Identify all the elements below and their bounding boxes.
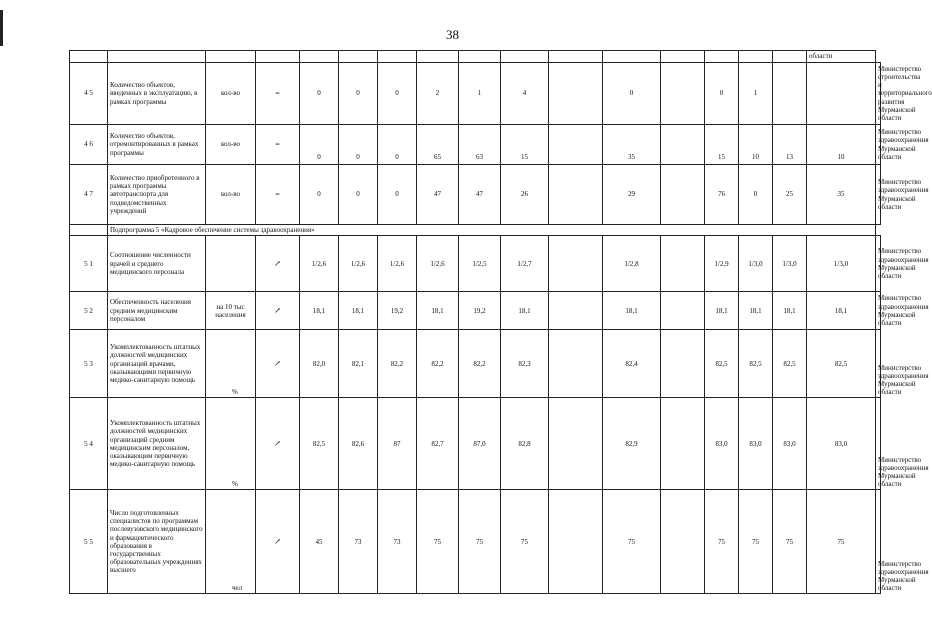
value-cell: 1/2,6 [417, 236, 459, 292]
value-cell: 35 [603, 125, 661, 165]
value-cell: 18,1 [705, 292, 739, 330]
responsible-cell: области [807, 51, 876, 63]
indicator-name: Количество объектов, введенных в эксплуатацию, в рамках программы [108, 63, 206, 125]
indicator-name: Соотношение численности врачей и среднего медицинского персонала [108, 236, 206, 292]
row-number: 5 3 [70, 330, 108, 398]
unit-cell: % [206, 398, 256, 490]
value-cell: 0 [300, 125, 339, 165]
unit-cell: чел [206, 490, 256, 594]
value-cell [807, 63, 876, 125]
empty-cell [70, 51, 108, 63]
value-cell: 75 [459, 490, 501, 594]
direction-cell: ↗ [256, 398, 300, 490]
direction-cell: = [256, 63, 300, 125]
value-cell: 35 [807, 165, 876, 225]
direction-cell: ↗ [256, 236, 300, 292]
value-cell [661, 165, 705, 225]
value-cell: 82,4 [603, 330, 661, 398]
value-cell: 10 [807, 125, 876, 165]
value-cell: 0 [339, 125, 378, 165]
value-cell: 19,2 [459, 292, 501, 330]
empty-cell [501, 51, 549, 63]
value-cell [661, 398, 705, 490]
value-cell: 82,2 [417, 330, 459, 398]
value-cell: 82,3 [501, 330, 549, 398]
row-number: 5 2 [70, 292, 108, 330]
unit-cell: % [206, 330, 256, 398]
table-row [70, 125, 881, 165]
empty-cell [378, 51, 417, 63]
section-header-row [70, 225, 881, 236]
value-cell: 63 [459, 125, 501, 165]
value-cell: 75 [501, 490, 549, 594]
indicator-name: Количество объектов, отремонтированных в рамках программы [108, 125, 206, 165]
value-cell: 82,7 [417, 398, 459, 490]
empty-cell [256, 51, 300, 63]
value-cell: 1/2,5 [459, 236, 501, 292]
value-cell: 1/2,8 [603, 236, 661, 292]
indicator-name: Укомплектованность штатных должностей медицинских организаций средним медицинским персоналом, оказывающим первичную медико-санитарную помощь [108, 398, 206, 490]
value-cell [549, 292, 603, 330]
value-cell [661, 292, 705, 330]
unit-cell: на 10 тыс населения [206, 292, 256, 330]
value-cell [661, 236, 705, 292]
value-cell: 75 [773, 490, 807, 594]
row-number: 4 6 [70, 125, 108, 165]
value-cell: 15 [501, 125, 549, 165]
indicators-table [69, 50, 932, 594]
value-cell [549, 165, 603, 225]
value-cell: 0 [603, 63, 661, 125]
value-cell [773, 63, 807, 125]
value-cell: 83,0 [807, 398, 876, 490]
empty-cell [705, 51, 739, 63]
direction-cell: ↗ [256, 292, 300, 330]
value-cell: 18,1 [807, 292, 876, 330]
value-cell: 0 [300, 165, 339, 225]
value-cell: 18,1 [603, 292, 661, 330]
empty-cell [206, 51, 256, 63]
value-cell: 4 [501, 63, 549, 125]
value-cell: 10 [739, 125, 773, 165]
unit-cell: кол-во [206, 125, 256, 165]
value-cell: 76 [705, 165, 739, 225]
value-cell: 82,2 [378, 330, 417, 398]
value-cell: 82,0 [300, 330, 339, 398]
value-cell [549, 398, 603, 490]
empty-cell [70, 225, 108, 236]
value-cell: 1/2,9 [705, 236, 739, 292]
responsible-cell: Министерство здравоохранения Мурманской области [876, 330, 881, 398]
value-cell: 26 [501, 165, 549, 225]
table-row [70, 236, 881, 292]
value-cell [661, 490, 705, 594]
value-cell: 0 [339, 63, 378, 125]
row-number: 5 4 [70, 398, 108, 490]
indicator-name: Число подготовленных специалистов по программам послевузовского медицинского и фармацевтического образования в государственных образовательных учреждениях высшего [108, 490, 206, 594]
responsible-cell: Министерство здравоохранения Мурманской области [876, 398, 881, 490]
value-cell: 82,5 [739, 330, 773, 398]
direction-cell: ↗ [256, 490, 300, 594]
value-cell: 1/2,6 [300, 236, 339, 292]
row-number: 4 5 [70, 63, 108, 125]
indicator-name: Укомплектованность штатных должностей медицинских организаций врачами, оказывающими первичную медико-санитарную помощь [108, 330, 206, 398]
responsible-cell: Министерство здравоохранения Мурманской области [876, 490, 881, 594]
unit-cell: кол-во [206, 63, 256, 125]
empty-cell [300, 51, 339, 63]
value-cell: 15 [705, 125, 739, 165]
value-cell [661, 330, 705, 398]
value-cell: 0 [378, 165, 417, 225]
direction-cell: ↗ [256, 330, 300, 398]
table-row [70, 490, 881, 594]
value-cell: 0 [705, 63, 739, 125]
value-cell [549, 490, 603, 594]
value-cell: 82,5 [300, 398, 339, 490]
value-cell: 18,1 [339, 292, 378, 330]
empty-cell [417, 51, 459, 63]
row-number: 5 5 [70, 490, 108, 594]
empty-cell [339, 51, 378, 63]
value-cell: 18,1 [773, 292, 807, 330]
section-title: Подпрограмма 5 «Кадровое обеспечение системы здравоохранения» [108, 225, 876, 236]
value-cell: 0 [339, 165, 378, 225]
responsible-cell: Министерство здравоохранения Мурманской области [876, 236, 881, 292]
unit-cell: кол-во [206, 165, 256, 225]
value-cell [661, 63, 705, 125]
value-cell: 75 [705, 490, 739, 594]
empty-cell [661, 51, 705, 63]
value-cell: 75 [417, 490, 459, 594]
responsible-cell: Министерство здравоохранения Мурманской области [876, 165, 881, 225]
value-cell: 1/2,6 [378, 236, 417, 292]
responsible-cell: Министерство строительства и территориального развития Мурманской области [876, 63, 881, 125]
indicator-name: Обеспеченность населения средним медицинским персоналом [108, 292, 206, 330]
empty-cell [773, 51, 807, 63]
page-number: 38 [446, 27, 459, 42]
row-number: 5 1 [70, 236, 108, 292]
value-cell: 82,5 [705, 330, 739, 398]
value-cell: 19,2 [378, 292, 417, 330]
value-cell: 1/2,7 [501, 236, 549, 292]
value-cell: 75 [603, 490, 661, 594]
value-cell: 1/3,0 [807, 236, 876, 292]
empty-cell [603, 51, 661, 63]
unit-cell [206, 236, 256, 292]
value-cell: 25 [773, 165, 807, 225]
value-cell: 47 [459, 165, 501, 225]
value-cell: 0 [739, 165, 773, 225]
value-cell [661, 125, 705, 165]
value-cell: 0 [300, 63, 339, 125]
value-cell: 29 [603, 165, 661, 225]
value-cell: 18,1 [300, 292, 339, 330]
value-cell: 83,0 [705, 398, 739, 490]
value-cell: 0 [378, 63, 417, 125]
table-row [70, 292, 881, 330]
value-cell: 0 [378, 125, 417, 165]
value-cell: 82,9 [603, 398, 661, 490]
table-row [70, 165, 881, 225]
value-cell: 1/3,0 [773, 236, 807, 292]
value-cell: 82,6 [339, 398, 378, 490]
value-cell: 82,2 [459, 330, 501, 398]
table-row [70, 330, 881, 398]
value-cell: 82,5 [773, 330, 807, 398]
value-cell: 65 [417, 125, 459, 165]
row-number: 4 7 [70, 165, 108, 225]
value-cell: 18,1 [739, 292, 773, 330]
value-cell: 1/3,0 [739, 236, 773, 292]
indicator-name: Количество приобретенного в рамках программы автотранспорта для подведомственных учреждений [108, 165, 206, 225]
value-cell: 13 [773, 125, 807, 165]
responsible-cell: Министерство здравоохранения Мурманской области [876, 125, 881, 165]
value-cell: 83,0 [739, 398, 773, 490]
responsible-cell: Министерство здравоохранения Мурманской области [876, 292, 881, 330]
value-cell: 82,8 [501, 398, 549, 490]
value-cell: 18,1 [501, 292, 549, 330]
value-cell: 83,0 [773, 398, 807, 490]
value-cell [549, 63, 603, 125]
value-cell: 82,5 [807, 330, 876, 398]
direction-cell: = [256, 125, 300, 165]
empty-cell [549, 51, 603, 63]
value-cell: 87,0 [459, 398, 501, 490]
value-cell: 73 [339, 490, 378, 594]
table-row [70, 398, 881, 490]
table-row [70, 51, 881, 63]
value-cell: 87 [378, 398, 417, 490]
direction-cell: = [256, 165, 300, 225]
value-cell: 82,1 [339, 330, 378, 398]
value-cell: 47 [417, 165, 459, 225]
empty-cell [739, 51, 773, 63]
value-cell: 75 [807, 490, 876, 594]
table-row [70, 63, 881, 125]
value-cell: 75 [739, 490, 773, 594]
value-cell: 1/2,6 [339, 236, 378, 292]
value-cell: 2 [417, 63, 459, 125]
empty-cell [459, 51, 501, 63]
value-cell [549, 330, 603, 398]
value-cell [549, 236, 603, 292]
value-cell [549, 125, 603, 165]
empty-cell [108, 51, 206, 63]
value-cell: 18,1 [417, 292, 459, 330]
value-cell: 1 [459, 63, 501, 125]
value-cell: 1 [739, 63, 773, 125]
value-cell: 73 [378, 490, 417, 594]
value-cell: 45 [300, 490, 339, 594]
